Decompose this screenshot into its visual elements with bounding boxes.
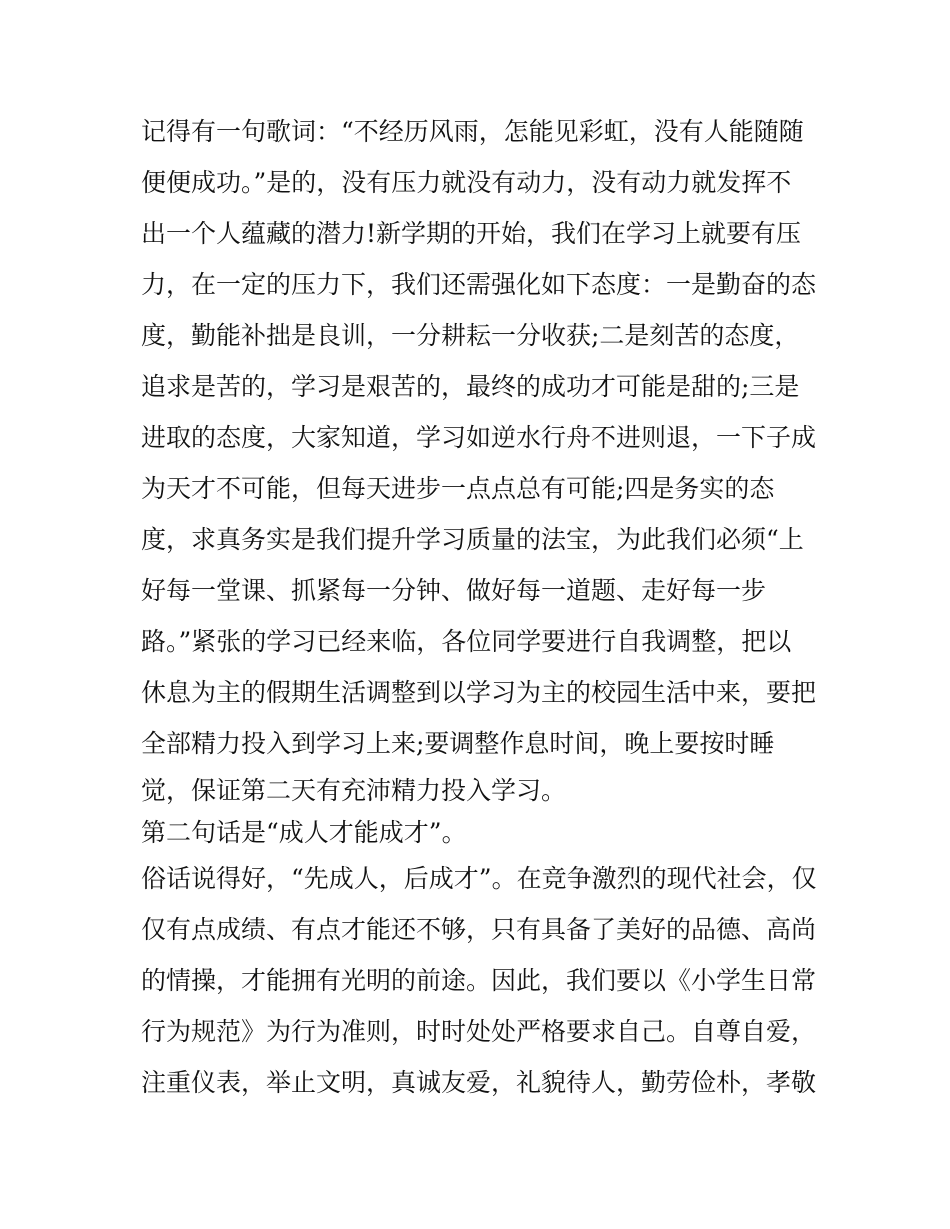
paragraph-1-line: 度，勤能补拙是良训，一分耕耘一分收获;二是刻苦的态度， <box>141 321 800 350</box>
paragraph-1-line: 为天才不可能，但每天进步一点点总有可能;四是务实的态 <box>141 474 775 503</box>
paragraph-2-line: 注重仪表，举止文明，真诚友爱，礼貌待人，勤劳俭朴，孝敬 <box>141 1068 817 1097</box>
paragraph-2-line: 仅有点成绩、有点才能还不够，只有具备了美好的品德、高尚 <box>141 915 817 944</box>
paragraph-1-line: 追求是苦的，学习是艰苦的，最终的成功才可能是甜的;三是 <box>141 372 800 401</box>
paragraph-1-line: 休息为主的假期生活调整到以学习为主的校园生活中来，要把 <box>141 678 817 707</box>
paragraph-1-line: 便便成功。”是的，没有压力就没有动力，没有动力就发挥不 <box>141 168 792 197</box>
paragraph-2-line: 俗话说得好，“先成人，后成才”。在竞争激烈的现代社会，仅 <box>141 864 817 893</box>
paragraph-1-line: 力，在一定的压力下，我们还需强化如下态度：一是勤奋的态 <box>141 270 817 299</box>
paragraph-1-line: 出一个人蕴藏的潜力!新学期的开始，我们在学习上就要有压 <box>141 219 802 248</box>
document-body <box>141 106 841 1108</box>
paragraph-1-line: 路。”紧张的学习已经来临，各位同学要进行自我调整，把以 <box>141 627 792 656</box>
paragraph-1-line: 记得有一句歌词：“不经历风雨，怎能见彩虹，没有人能随随 <box>141 117 804 146</box>
paragraph-2-line: 行为规范》为行为准则，时时处处严格要求自己。自尊自爱， <box>141 1017 817 1046</box>
paragraph-1-line: 度，求真务实是我们提升学习质量的法宝，为此我们必须“上 <box>141 525 804 554</box>
paragraph-1-line: 进取的态度，大家知道，学习如逆水行舟不进则退，一下子成 <box>141 423 817 452</box>
paragraph-1-line: 觉，保证第二天有充沛精力投入学习。 <box>141 776 567 805</box>
paragraph-1-line: 好每一堂课、抓紧每一分钟、做好每一道题、走好每一步 <box>141 576 767 605</box>
section-heading-2: 第二句话是“成人才能成才”。 <box>141 818 467 847</box>
paragraph-1-line: 全部精力投入到学习上来;要调整作息时间，晚上要按时睡 <box>141 729 775 758</box>
paragraph-2-line: 的情操，才能拥有光明的前途。因此，我们要以《小学生日常 <box>141 966 817 995</box>
